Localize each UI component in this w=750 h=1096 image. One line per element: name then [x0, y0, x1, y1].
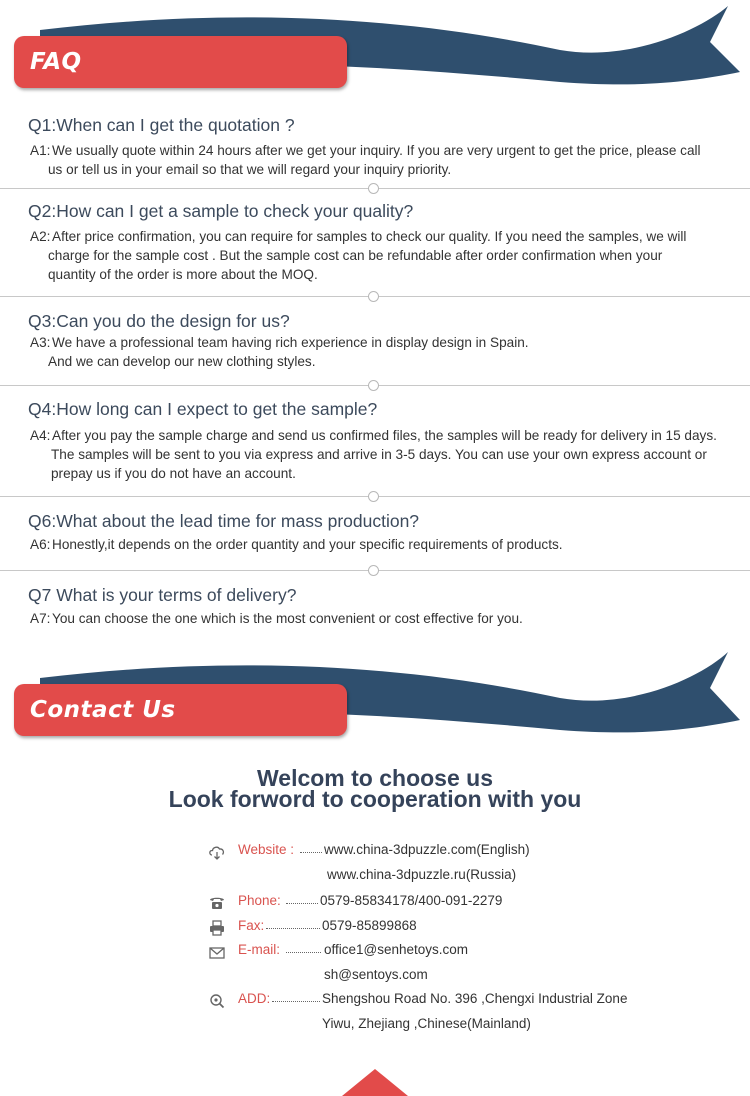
fax-value: 0579-85899868: [322, 918, 417, 933]
phone-icon: [208, 895, 226, 911]
address-line-2: Yiwu, Zhejiang ,Chinese(Mainland): [322, 1016, 531, 1031]
faq-question: Q3:Can you do the design for us?: [28, 311, 290, 331]
answer-line: You can choose the one which is the most convenient or cost effective for you.: [52, 611, 523, 626]
email-value-primary[interactable]: office1@senhetoys.com: [324, 942, 469, 957]
answer-prefix: A1:: [30, 143, 51, 158]
answer-line: Honestly,it depends on the order quantity and your specific requirements of products.: [52, 537, 563, 552]
contact-header-tab: [14, 684, 347, 736]
website-label: Website :: [238, 842, 295, 857]
answer-line: quantity of the order is more about the MOQ.: [48, 267, 318, 282]
welcome-line-2: Look forword to cooperation with you: [168, 786, 582, 812]
leader-dots: [300, 852, 322, 853]
faq-question: Q1:When can I get the quotation ?: [28, 115, 295, 135]
answer-line: And we can develop our new clothing styles.: [48, 354, 316, 369]
bottom-triangle-decoration: [340, 1068, 410, 1096]
answer-prefix: A7:: [30, 611, 51, 626]
answer-line: charge for the sample cost . But the sample cost can be refundable after order confirmation when your: [48, 248, 663, 263]
leader-dots: [286, 903, 318, 904]
divider-dot: [368, 491, 379, 502]
leader-dots: [272, 1001, 320, 1002]
faq-answer: [30, 535, 563, 554]
faq-question: Q6:What about the lead time for mass production?: [28, 511, 420, 531]
email-value-secondary[interactable]: sh@sentoys.com: [324, 967, 428, 982]
fax-label: Fax:: [238, 918, 265, 933]
email-label: E-mail:: [238, 942, 281, 957]
leader-dots: [286, 952, 321, 953]
mail-icon: [208, 945, 226, 961]
contact-header-title: Contact Us: [30, 697, 176, 723]
divider-dot: [368, 565, 379, 576]
faq-answer: [30, 333, 529, 371]
answer-prefix: A4:: [30, 428, 51, 443]
faq-question: Q2:How can I get a sample to check your quality?: [28, 201, 414, 221]
faq-question: Q4:How long can I expect to get the sample?: [28, 399, 378, 419]
answer-prefix: A2:: [30, 229, 51, 244]
fax-icon: [208, 920, 226, 936]
faq-header-tab: [14, 36, 347, 88]
divider-dot: [368, 380, 379, 391]
faq-header-title: FAQ: [30, 49, 82, 75]
location-icon: [208, 993, 226, 1009]
address-line-1: Shengshou Road No. 396 ,Chengxi Industrial Zone: [322, 991, 628, 1006]
answer-line: After price confirmation, you can require for samples to check our quality. If you need the samples, we will: [52, 229, 687, 244]
faq-answer: [30, 426, 717, 483]
faq-answer: [30, 609, 523, 628]
answer-line: We usually quote within 24 hours after we get your inquiry. If you are very urgent to get the price, please call: [52, 143, 701, 158]
leader-dots: [266, 928, 320, 929]
answer-line: After you pay the sample charge and send us confirmed files, the samples will be ready for delivery in 15 days.: [52, 428, 717, 443]
answer-line: The samples will be sent to you via express and arrive in 3-5 days. You can use your own express account or: [51, 447, 707, 462]
answer-prefix: A3:: [30, 335, 51, 350]
cloud-icon: [208, 844, 226, 860]
answer-line: us or tell us in your email so that we will regard your inquiry priority.: [48, 162, 452, 177]
faq-question: Q7 What is your terms of delivery?: [28, 585, 297, 605]
website-value-english[interactable]: www.china-3dpuzzle.com(English): [324, 842, 530, 857]
faq-answer: [30, 227, 686, 284]
phone-value: 0579-85834178/400-091-2279: [320, 893, 503, 908]
answer-line: We have a professional team having rich experience in display design in Spain.: [52, 335, 529, 350]
faq-answer: [30, 141, 701, 179]
website-value-russia[interactable]: www.china-3dpuzzle.ru(Russia): [327, 867, 517, 882]
phone-label: Phone:: [238, 893, 281, 908]
answer-line: prepay us if you do not have an account.: [51, 466, 296, 481]
answer-prefix: A6:: [30, 537, 51, 552]
welcome-line-1: Welcom to choose us: [256, 765, 493, 791]
divider-dot: [368, 291, 379, 302]
divider-dot: [368, 183, 379, 194]
address-label: ADD:: [238, 991, 271, 1006]
